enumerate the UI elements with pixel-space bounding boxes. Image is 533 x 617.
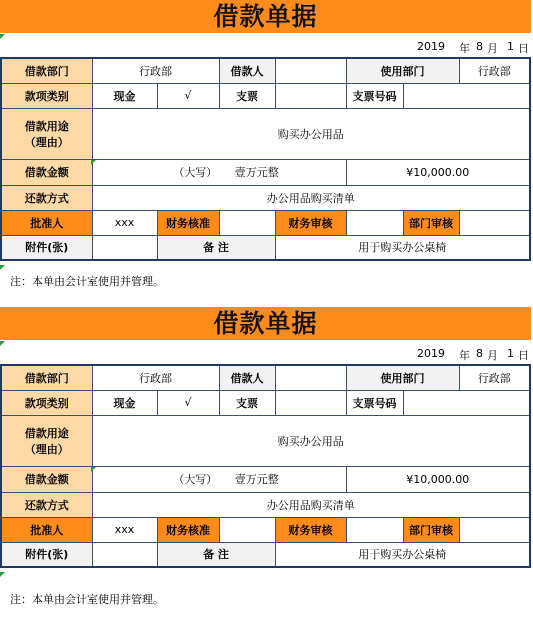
amount-label: 借款金额 xyxy=(1,466,92,492)
amount-daxie: （大写） xyxy=(173,473,218,486)
fin-approve-value[interactable] xyxy=(219,210,275,235)
amount-words: 壹万元整 xyxy=(234,473,279,486)
dept-label: 借款部门 xyxy=(1,58,92,83)
check-label: 支票 xyxy=(219,83,275,108)
borrower-value[interactable] xyxy=(275,365,346,390)
check-no-label: 支票号码 xyxy=(346,83,403,108)
attach-value[interactable] xyxy=(92,235,157,260)
dept-audit-value[interactable] xyxy=(459,517,530,542)
dept-audit-value[interactable] xyxy=(459,210,530,235)
amount-number[interactable]: ¥10,000.00 xyxy=(346,159,530,185)
amount-words-cell[interactable] xyxy=(92,466,346,492)
loan-voucher-2 xyxy=(0,307,533,617)
dept-value[interactable]: 行政部 xyxy=(92,365,219,390)
attach-value[interactable] xyxy=(92,542,157,567)
type-label: 款项类别 xyxy=(1,83,92,108)
attach-label: 附件(张) xyxy=(1,542,92,567)
check-label: 支票 xyxy=(219,390,275,415)
loan-voucher-1 xyxy=(0,0,533,300)
cell-marker-icon xyxy=(91,467,96,472)
approver-value[interactable]: xxx xyxy=(92,517,157,542)
date-day-label: 日 xyxy=(518,349,529,362)
dept-value[interactable]: 行政部 xyxy=(92,58,219,83)
cash-label: 现金 xyxy=(92,83,157,108)
cell-marker-icon xyxy=(0,572,5,577)
purpose-label-line2: （理由） xyxy=(24,442,69,456)
fin-approve-value[interactable] xyxy=(219,517,275,542)
remark-value[interactable]: 用于购买办公桌椅 xyxy=(275,235,530,260)
fin-audit-label: 财务审核 xyxy=(275,517,346,542)
purpose-label-line1: 借款用途 xyxy=(24,426,69,440)
amount-number[interactable]: ¥10,000.00 xyxy=(346,466,530,492)
borrower-label: 借款人 xyxy=(219,365,275,390)
repay-value[interactable]: 办公用品购买清单 xyxy=(92,492,530,517)
dept-audit-label: 部门审核 xyxy=(403,517,459,542)
borrower-label: 借款人 xyxy=(219,58,275,83)
date-year-label: 年 xyxy=(459,42,470,55)
repay-value[interactable]: 办公用品购买清单 xyxy=(92,185,530,210)
voucher-note: 注：本单由会计室使用并管理。 xyxy=(10,275,164,288)
date-month: 8 xyxy=(476,347,483,360)
check-no-value[interactable] xyxy=(403,83,530,108)
purpose-value[interactable]: 购买办公用品 xyxy=(92,415,530,466)
use-dept-value[interactable]: 行政部 xyxy=(459,365,530,390)
voucher-title: 借款单据 xyxy=(0,0,531,33)
date-month-label: 月 xyxy=(487,42,498,55)
cash-check[interactable]: √ xyxy=(157,390,219,415)
amount-words-cell[interactable] xyxy=(92,159,346,185)
date-row xyxy=(0,345,531,363)
date-month-label: 月 xyxy=(487,349,498,362)
date-year: 2019 xyxy=(417,40,445,53)
check-no-value[interactable] xyxy=(403,390,530,415)
amount-daxie: （大写） xyxy=(173,166,218,179)
voucher-title: 借款单据 xyxy=(0,307,531,340)
amount-label: 借款金额 xyxy=(1,159,92,185)
voucher-form xyxy=(0,364,531,568)
purpose-label xyxy=(1,415,92,466)
purpose-label xyxy=(1,108,92,159)
check-no-label: 支票号码 xyxy=(346,390,403,415)
voucher-note: 注：本单由会计室使用并管理。 xyxy=(10,593,164,606)
amount-words: 壹万元整 xyxy=(234,166,279,179)
cell-marker-icon xyxy=(91,160,96,165)
date-day: 1 xyxy=(507,40,514,53)
fin-audit-label: 财务审核 xyxy=(275,210,346,235)
repay-label: 还款方式 xyxy=(1,185,92,210)
purpose-label-line1: 借款用途 xyxy=(24,119,69,133)
cell-marker-icon xyxy=(0,265,5,270)
cash-label: 现金 xyxy=(92,390,157,415)
date-year: 2019 xyxy=(417,347,445,360)
date-row xyxy=(0,38,531,56)
approver-label: 批准人 xyxy=(1,517,92,542)
borrower-value[interactable] xyxy=(275,58,346,83)
type-label: 款项类别 xyxy=(1,390,92,415)
purpose-value[interactable]: 购买办公用品 xyxy=(92,108,530,159)
fin-approve-label: 财务核准 xyxy=(157,517,219,542)
remark-label: 备 注 xyxy=(157,542,275,567)
fin-audit-value[interactable] xyxy=(346,517,403,542)
fin-approve-label: 财务核准 xyxy=(157,210,219,235)
date-month: 8 xyxy=(476,40,483,53)
cash-check[interactable]: √ xyxy=(157,83,219,108)
date-year-label: 年 xyxy=(459,349,470,362)
dept-label: 借款部门 xyxy=(1,365,92,390)
check-value[interactable] xyxy=(275,83,346,108)
fin-audit-value[interactable] xyxy=(346,210,403,235)
remark-value[interactable]: 用于购买办公桌椅 xyxy=(275,542,530,567)
use-dept-label: 使用部门 xyxy=(346,58,459,83)
repay-label: 还款方式 xyxy=(1,492,92,517)
voucher-form xyxy=(0,57,531,261)
purpose-label-line2: （理由） xyxy=(24,135,69,149)
attach-label: 附件(张) xyxy=(1,235,92,260)
approver-value[interactable]: xxx xyxy=(92,210,157,235)
remark-label: 备 注 xyxy=(157,235,275,260)
check-value[interactable] xyxy=(275,390,346,415)
date-day: 1 xyxy=(507,347,514,360)
approver-label: 批准人 xyxy=(1,210,92,235)
date-day-label: 日 xyxy=(518,42,529,55)
use-dept-label: 使用部门 xyxy=(346,365,459,390)
use-dept-value[interactable]: 行政部 xyxy=(459,58,530,83)
dept-audit-label: 部门审核 xyxy=(403,210,459,235)
